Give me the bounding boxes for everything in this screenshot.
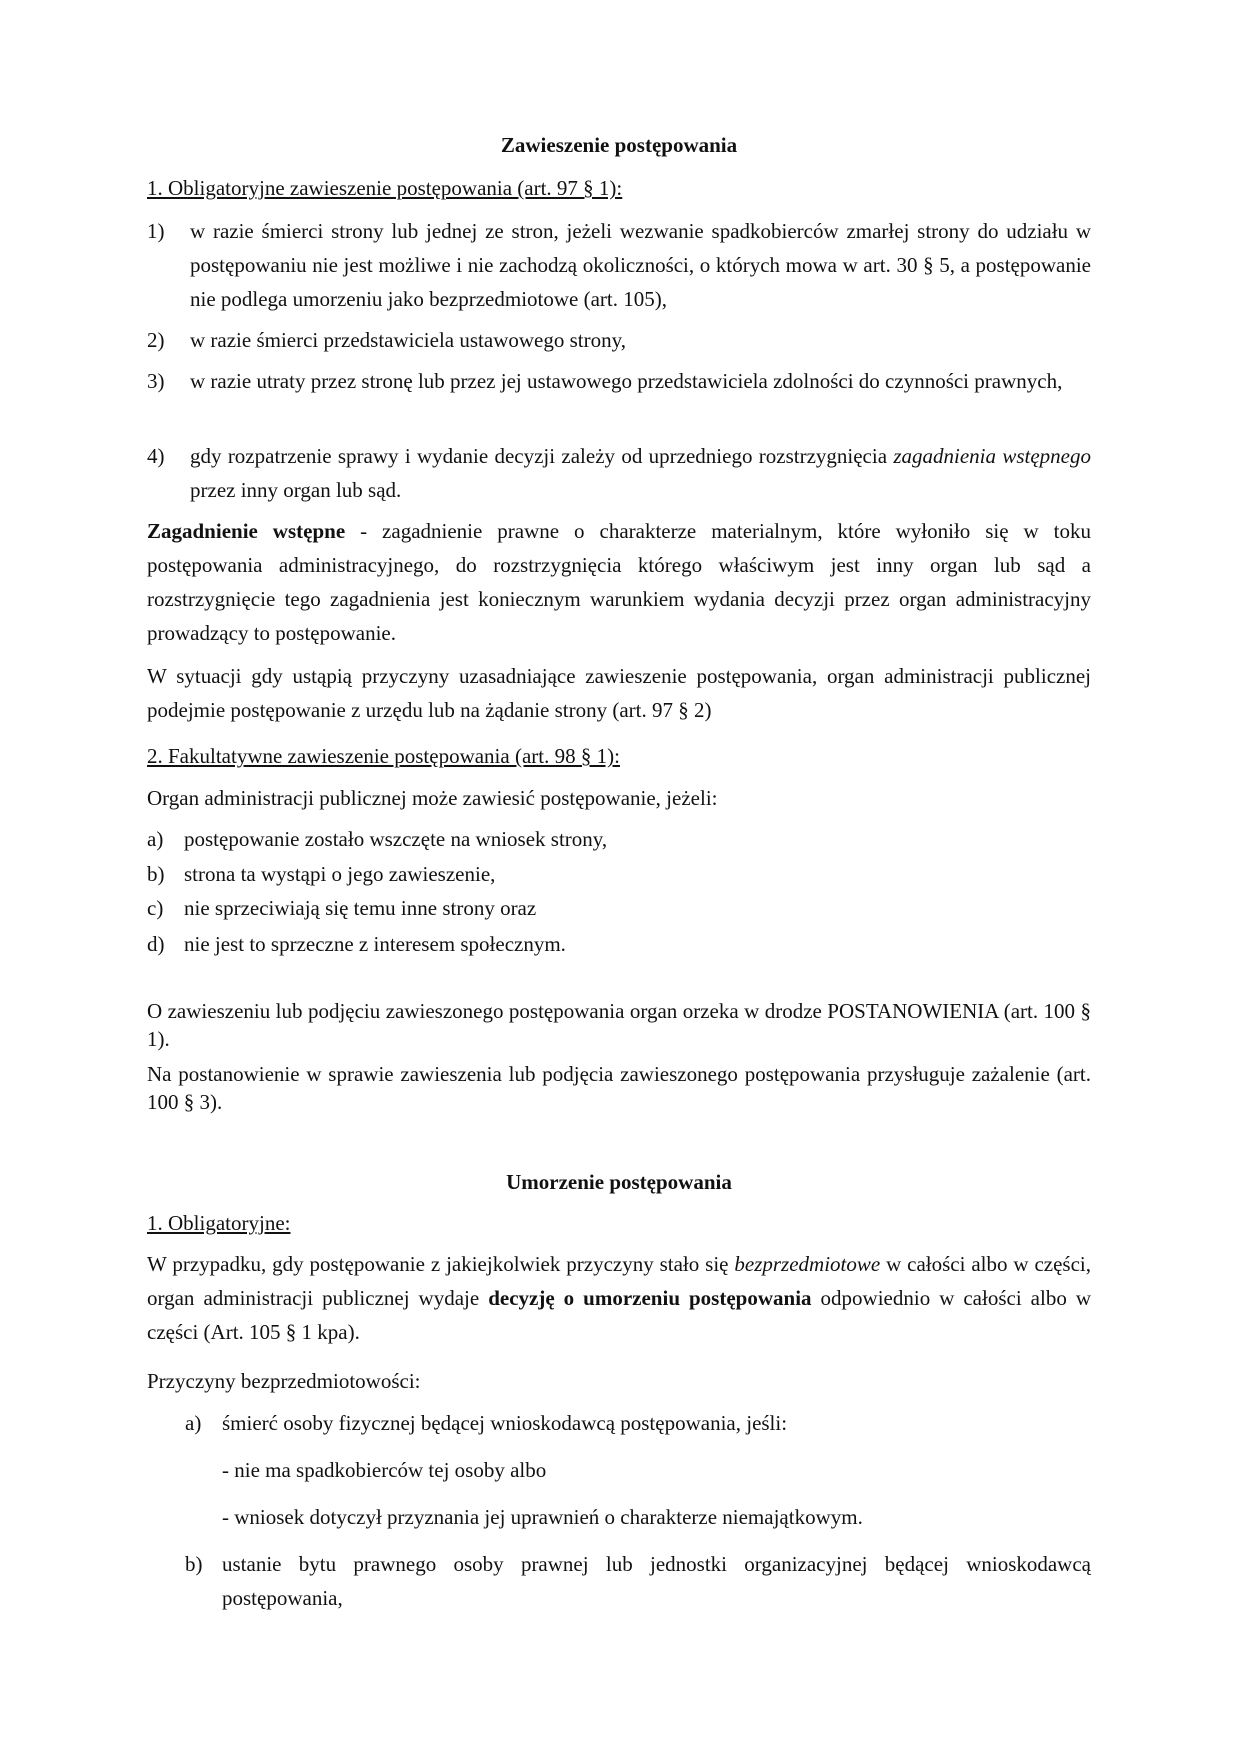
list-item: w razie śmierci przedstawiciela ustawowego strony, (190, 328, 626, 352)
sub-item: - nie ma spadkobierców tej osoby albo (222, 1458, 547, 1482)
list-letter: d) (147, 932, 165, 956)
definition-paragraph (147, 514, 1091, 650)
section-title-suspension: Zawieszenie postępowania (500, 133, 738, 157)
reasons-label: Przyczyny bezprzedmiotowości: (147, 1369, 421, 1393)
text: gdy rozpatrzenie sprawy i wydanie decyzji zależy od uprzedniego rozstrzygnięcia (190, 444, 894, 468)
appeal-paragraph: Na postanowienie w sprawie zawieszenia lub podjęcia zawieszonego postępowania przysługuje zażalenie (art. 100 § 3). (147, 1062, 1091, 1114)
list-item: śmierć osoby fizycznej będącej wnioskodawcą postępowania, jeśli: (222, 1411, 788, 1435)
text: W przypadku, gdy postępowanie z jakiejkolwiek przyczyny stało się (147, 1252, 735, 1276)
list-letter: b) (185, 1552, 203, 1576)
discontinuance-paragraph (147, 1247, 1091, 1349)
list-number: 1) (147, 219, 165, 243)
list-letter: a) (185, 1411, 202, 1435)
list-item: nie jest to sprzeczne z interesem społecznym. (184, 932, 566, 956)
italic-term: zagadnienia wstępnego (893, 444, 1091, 468)
sub-item: - wniosek dotyczył przyznania jej uprawnień o charakterze niemajątkowym. (222, 1505, 863, 1529)
list-letter: c) (147, 896, 164, 920)
definition-term: Zagadnienie wstępne (147, 519, 346, 543)
italic-term: bezprzedmiotowe (734, 1252, 881, 1276)
list-item: postępowanie zostało wszczęte na wniosek strony, (184, 827, 608, 851)
list-number: 2) (147, 328, 165, 352)
definition-text: - zagadnienie prawne o charakterze materialnym, które wyłoniło się w toku postępowania administracyjnego, do rozstrzygnięcia którego właściwym jest inny organ lub sąd a rozstrzygnięcie tego zagadnienia jest koniecznym warunkiem wydania decyzji przez organ administracyjny prowadzący to postępowanie. (147, 519, 1092, 645)
list-number: 4) (147, 444, 165, 468)
list-item: strona ta wystąpi o jego zawieszenie, (184, 862, 496, 886)
list-item: ustanie bytu prawnego osoby prawnej lub jednostki organizacyjnej będącej wnioskodawcą postępowania, (222, 1552, 1091, 1610)
list-item: w razie utraty przez stronę lub przez jej ustawowego przedstawiciela zdolności do czynności prawnych, (190, 369, 1063, 393)
list-letter: b) (147, 862, 165, 886)
list-number: 3) (147, 369, 165, 393)
decision-paragraph: O zawieszeniu lub podjęciu zawieszonego postępowania organ orzeka w drodze POSTANOWIENIA (art. 100 § 1). (147, 999, 1091, 1051)
subheading-optional-suspension: 2. Fakultatywne zawieszenie postępowania (art. 98 § 1): (147, 744, 620, 768)
bold-term: decyzję o umorzeniu postępowania (488, 1286, 812, 1310)
list-item: w razie śmierci strony lub jednej ze stron, jeżeli wezwanie spadkobierców zmarłej strony do udziału w postępowaniu nie jest możliwe i nie zachodzą okoliczności, o których mowa w art. 30 § 5, a postępowanie nie podlega umorzeniu jako bezprzedmiotowe (art. 105), (190, 219, 1091, 311)
text: odpowiednio w całości albo w części (Art. 105 § 1 kpa). (147, 1286, 1091, 1344)
text: przez inny organ lub sąd. (190, 478, 402, 502)
section-title-discontinuance: Umorzenie postępowania (506, 1170, 732, 1194)
list-letter: a) (147, 827, 164, 851)
list-item: nie sprzeciwiają się temu inne strony oraz (184, 896, 537, 920)
subheading-mandatory-discontinuance: 1. Obligatoryjne: (147, 1211, 291, 1235)
subheading-mandatory-suspension: 1. Obligatoryjne zawieszenie postępowania (art. 97 § 1): (147, 176, 623, 200)
resume-paragraph: W sytuacji gdy ustąpią przyczyny uzasadniające zawieszenie postępowania, organ administracji publicznej podejmie postępowanie z urzędu lub na żądanie strony (art. 97 § 2) (147, 664, 1091, 722)
optional-intro: Organ administracji publicznej może zawiesić postępowanie, jeżeli: (147, 786, 718, 810)
text: w całości albo w części, organ administracji publicznej wydaje (147, 1252, 1091, 1310)
list-item (190, 439, 1091, 507)
